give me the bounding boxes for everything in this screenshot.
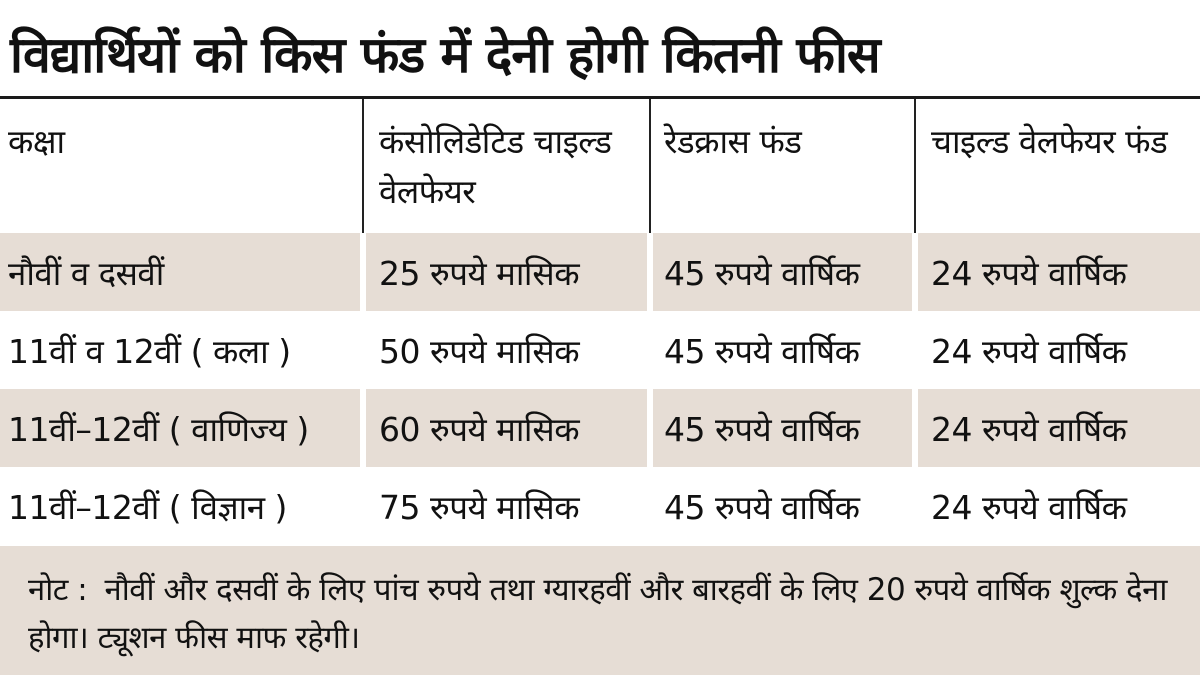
column-divider [360, 99, 366, 546]
cell-class: नौवीं व दसवीं [8, 253, 164, 293]
table-row [0, 311, 1200, 389]
header-child-welfare-fund: चाइल्ड वेलफेयर फंड [931, 122, 1168, 161]
table-row [0, 467, 1200, 546]
cell-child-welfare-fee: 24 रुपये वार्षिक [931, 331, 1127, 371]
footnote [0, 546, 1200, 675]
cell-redcross-fee: 45 रुपये वार्षिक [664, 253, 860, 293]
cell-child-welfare-fee: 24 रुपये वार्षिक [931, 488, 1127, 527]
header-class: कक्षा [8, 122, 65, 161]
cell-child-welfare-fee: 24 रुपये वार्षिक [931, 409, 1127, 449]
cell-redcross-fee: 45 रुपये वार्षिक [664, 409, 860, 449]
cell-consolidated-fee: 75 रुपये मासिक [379, 488, 580, 527]
cell-consolidated-fee: 60 रुपये मासिक [379, 409, 580, 449]
note-label: नोट : [28, 572, 88, 608]
cell-class: 11वीं–12वीं ( वाणिज्य ) [8, 409, 309, 449]
table-row [0, 233, 1200, 311]
cell-class: 11वीं व 12वीं ( कला ) [8, 331, 291, 371]
cell-consolidated-fee: 50 रुपये मासिक [379, 331, 580, 371]
header-consolidated-child-welfare: कंसोलिडेटिड चाइल्ड वेलफेयर [379, 122, 612, 211]
note-text: नौवीं और दसवीं के लिए पांच रुपये तथा ग्यारहवीं और बारहवीं के लिए 20 रुपये वार्षिक शुल्क देना होगा। ट्यूशन फीस माफ रहेगी। [28, 572, 1167, 656]
cell-child-welfare-fee: 24 रुपये वार्षिक [931, 253, 1127, 293]
cell-consolidated-fee: 25 रुपये मासिक [379, 253, 580, 293]
cell-class: 11वीं–12वीं ( विज्ञान ) [8, 488, 287, 527]
table-header-row [0, 99, 1200, 233]
header-redcross-fund: रेडक्रास फंड [664, 122, 802, 161]
page-title: विद्यार्थियों को किस फंड में देनी होगी कितनी फीस [10, 26, 880, 84]
column-divider [912, 99, 918, 546]
fee-table [0, 99, 1200, 546]
cell-redcross-fee: 45 रुपये वार्षिक [664, 488, 860, 527]
table-row [0, 389, 1200, 467]
column-divider [647, 99, 653, 546]
cell-redcross-fee: 45 रुपये वार्षिक [664, 331, 860, 371]
